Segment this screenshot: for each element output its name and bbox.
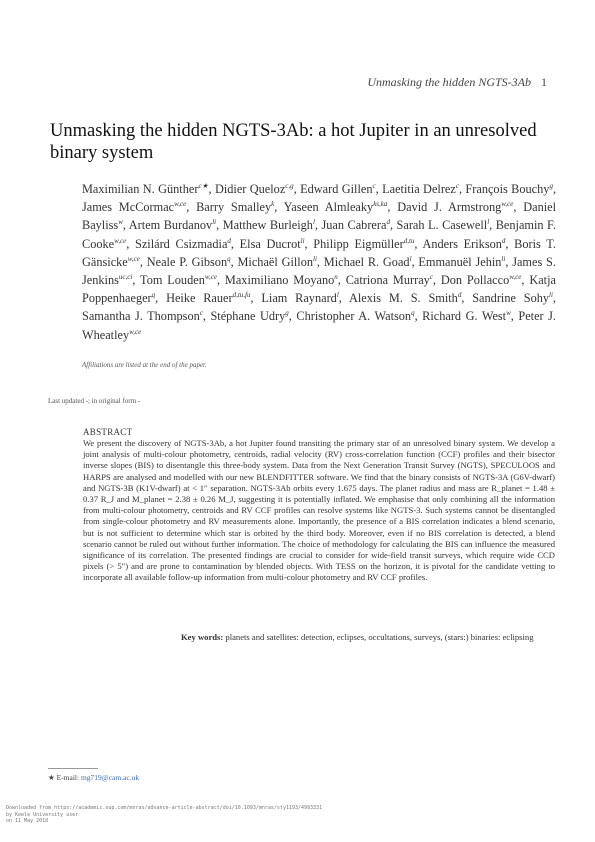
- download-stamp-line: Downloaded from https://academic.oup.com/mnras/advance-article-abstract/doi/10.1093/mnras/sty1193/4993331: [6, 805, 323, 811]
- author-affiliation-mark: w: [118, 218, 123, 227]
- author-list: Maximilian N. Günther$^{c★}$, Didier Queloz$^{c,g}$, Edward Gillen$^c$, Laetitia Delrez$^c$, François Bouchy$^g$, James McCormac$^{w,ce}$, Barry Smalley$^k$, Yaseen Almleaky$^{ks,ka}$, David J. Armstrong$^{w,ce}$, Daniel Bayliss$^w$, Artem Burdanov$^{li}$, Matthew Burleigh$^l$, Juan Cabrera$^d$, Sarah L. Casewell$^l$, Benjamin F. Cooke$^{w,ce}$, Szilárd Csizmadia$^d$, Elsa Ducrot$^{li}$, Philipp Eigmüller$^{d,tu}$, Anders Erikson$^d$, Boris T. Gänsicke$^{w,ce}$, Neale P. Gibson$^q$, Michaël Gillon$^{li}$, Michael R. Goad$^l$, Emmanuël Jehin$^{li}$, James S. Jenkins$^{uc,ci}$, Tom Louden$^{w,ce}$, Maximiliano Moyano$^n$, Catriona Murray$^c$, Don Pollacco$^{w,ce}$, Katja Poppenhaeger$^q$, Heike Rauer$^{d,tu,fu}$, Liam Raynard$^l$, Alexis M. S. Smith$^d$, Sandrine Sohy$^{li}$, Samantha J. Thompson$^c$, Stéphane Udry$^g$, Christopher A. Watson$^q$, Richard G. West$^w$, Peter J. Wheatley$^{w,ce}$: [82, 181, 557, 342]
- author-affiliation-mark: w,ce: [501, 200, 514, 209]
- author-affiliation-mark: l: [409, 254, 412, 263]
- author-name: James McCormac: [82, 200, 175, 215]
- download-stamp-line: on 11 May 2018: [6, 818, 49, 824]
- author-name: Szilárd Csizmadia: [134, 236, 228, 251]
- author-name: Artem Burdanov: [128, 218, 213, 233]
- author: [223, 218, 315, 232]
- author-affiliation-mark: w: [506, 309, 511, 318]
- author-name: Peter J. Wheatley: [82, 309, 556, 342]
- author: [418, 255, 505, 269]
- author-name: Sarah L. Casewell: [396, 218, 488, 233]
- author-name: Philipp Eigmüller: [313, 236, 404, 251]
- author: [382, 182, 459, 196]
- author-name: Stéphane Udry: [210, 309, 286, 324]
- author-name: James S. Jenkins: [82, 254, 556, 288]
- download-stamp-line: by Keele University user: [6, 811, 79, 818]
- abstract-heading: ABSTRACT: [83, 427, 133, 437]
- author-affiliation-mark: l: [312, 218, 315, 227]
- author-name: François Bouchy: [465, 182, 550, 196]
- author: [196, 200, 274, 214]
- author-name: Tom Louden: [140, 273, 205, 288]
- author-name: Samantha J. Thompson: [82, 309, 200, 324]
- author-affiliation-mark: li: [300, 236, 305, 245]
- abstract-text: We present the discovery of NGTS-3Ab, a hot Jupiter found transiting the primary star of an unresolved binary system. We develop a joint analysis of multi-colour photometry, centroids, radial velocity (RV) cross-correlation function (CCF) profiles and their bisector inverse slopes (BIS) to disentangle this three-body system. Data from the Next Generation Transit Survey (NGTS), SPECULOOS and HARPS are analysed and modelled with our new BLENDFITTER software. We find that the binary consists of NGTS-3A (G6V-dwarf) and NGTS-3B (K1V-dwarf) at < 1″ separation. NGTS-3Ab orbits every 1.675 days. The planet radius and mass are R_planet = 1.48 ± 0.37 R_J and M_planet = 2.38 ± 0.26 M_J, suggesting it is potentially inflated. We emphasise that only combining all the information from multi-colour photometry, centroids and RV CCF profiles can resolve systems like NGTS-3. Such systems cannot be disentangled from single-colour photometry and RV measurements alone. Importantly, the presence of a BIS correlation indicates a blend scenario, but is not sufficient to determine which star is orbited by the third body. Moreover, even if no BIS correlation is detected, a blend scenario cannot be ruled out without further information. The choice of methodology for calculating the BIS can influence the measured significance of its correlation. The presented findings are crucial to consider for wide-field transit surveys, which require wide CCD pixels (> 5″) and are prone to contamination by blended objects. With TESS on the horizon, it is pivotal for the candidate vetting to incorporate all available follow-up information from multi-colour photometry and RV CCF profiles.: [83, 438, 555, 583]
- author-name: Barry Smalley: [196, 200, 272, 215]
- author-affiliation-mark: q: [227, 254, 231, 263]
- author-affiliation-mark: d,tu,fu: [232, 291, 251, 300]
- author-affiliation-mark: c,g: [285, 181, 294, 190]
- email-footnote: [48, 773, 139, 782]
- author: [135, 237, 231, 251]
- download-stamp: [6, 805, 322, 825]
- author: [240, 237, 305, 251]
- author: [82, 182, 208, 196]
- author-affiliation-mark: li: [501, 254, 506, 263]
- author-affiliation-mark: d: [386, 218, 390, 227]
- author-name: Laetitia Delrez: [382, 182, 456, 196]
- author-affiliation-mark: li: [212, 218, 217, 227]
- author: [321, 218, 389, 232]
- author-affiliation-mark: g: [549, 181, 553, 190]
- author-name: Michaël Gillon: [237, 254, 313, 269]
- author-affiliation-mark: q: [151, 291, 156, 300]
- affiliations-note: Affiliations are listed at the end of the paper.: [82, 361, 207, 369]
- author: [82, 200, 186, 214]
- author-name: Christopher A. Watson: [296, 309, 412, 324]
- author: [349, 291, 461, 305]
- abstract-section: [83, 427, 555, 584]
- author: [472, 291, 553, 305]
- author-name: Daniel Bayliss: [82, 200, 557, 233]
- author-affiliation-mark: w,ce: [127, 254, 140, 263]
- author: [261, 291, 338, 305]
- author-affiliation-mark: li: [549, 291, 553, 300]
- author-affiliation-mark: c: [372, 181, 376, 190]
- author-affiliation-mark: k: [271, 200, 275, 209]
- running-head-title: Unmasking the hidden NGTS-3Ab: [367, 75, 531, 89]
- author-name: Maximilian N. Günther: [82, 182, 199, 196]
- running-head: [367, 75, 547, 90]
- author-name: David J. Armstrong: [397, 200, 502, 215]
- author-name: Michael R. Goad: [323, 254, 410, 269]
- author-name: Edward Gillen: [300, 182, 373, 196]
- footnote-prefix: ★ E-mail:: [48, 773, 81, 782]
- author: [129, 218, 216, 232]
- author-affiliation-mark: li: [313, 254, 317, 263]
- author: [397, 200, 513, 214]
- author-affiliation-mark: c: [199, 309, 203, 318]
- author-name: Neale P. Gibson: [146, 254, 228, 269]
- author-name: Liam Raynard: [261, 291, 337, 306]
- author-name: Didier Queloz: [214, 182, 286, 196]
- author-affiliation-mark: l: [336, 291, 339, 300]
- author: [147, 255, 231, 269]
- author-affiliation-mark: w,ce: [204, 272, 217, 281]
- author-affiliation-mark: c: [455, 181, 459, 190]
- paper-title: Unmasking the hidden NGTS-3Ab: a hot Jupiter in an unresolved binary system: [50, 121, 537, 163]
- author-name: Richard G. West: [422, 309, 507, 324]
- author-affiliation-mark: w,ce: [114, 236, 127, 245]
- author-name: Sandrine Sohy: [472, 291, 550, 306]
- author-name: Elsa Ducrot: [239, 236, 301, 251]
- author-name: Juan Cabrera: [321, 218, 387, 233]
- author-affiliation-mark: l: [487, 218, 490, 227]
- author-affiliation-mark: n: [334, 272, 338, 281]
- page-number: 1: [541, 75, 547, 89]
- keywords-text: planets and satellites: detection, eclipses, occultations, surveys, (stars:) binaries: eclipsing: [225, 632, 534, 642]
- author-name: Heike Rauer: [166, 291, 233, 306]
- author: [225, 273, 338, 287]
- author: [296, 309, 414, 323]
- author-name: Boris T. Gänsicke: [82, 236, 556, 269]
- author: [422, 237, 505, 251]
- author: [422, 309, 511, 323]
- author: [324, 255, 412, 269]
- author-affiliation-mark: q: [411, 309, 415, 318]
- author-name: Katja Poppenhaeger: [82, 273, 556, 306]
- author-affiliation-mark: d: [227, 236, 231, 245]
- author: [397, 218, 490, 232]
- updated-line: Last updated -; in original form -: [48, 397, 141, 405]
- author: [300, 182, 376, 196]
- author-name: Benjamin F. Cooke: [82, 218, 556, 251]
- author-affiliation-mark: d: [457, 291, 462, 300]
- author: [166, 291, 250, 305]
- author-affiliation-mark: c★: [198, 181, 209, 190]
- author-name: Matthew Burleigh: [222, 218, 313, 233]
- author: [140, 273, 217, 287]
- author-affiliation-mark: w,ce: [509, 272, 522, 281]
- author-name: Maximiliano Moyano: [224, 273, 335, 288]
- author: [237, 255, 316, 269]
- keywords: [181, 632, 553, 643]
- author-name: Alexis M. S. Smith: [348, 291, 458, 306]
- author-name: Don Pollacco: [440, 273, 510, 288]
- author: [441, 273, 522, 287]
- author-affiliation-mark: d,tu: [403, 236, 415, 245]
- author-affiliation-mark: ks,ka: [373, 200, 388, 209]
- email-link[interactable]: mg719@cam.ac.uk: [80, 773, 140, 782]
- author: [82, 309, 203, 323]
- author-affiliation-mark: c: [429, 272, 433, 281]
- author-affiliation-mark: uc,ci: [118, 272, 133, 281]
- author-name: Catriona Murray: [345, 273, 430, 288]
- author-name: Yaseen Almleaky: [283, 200, 374, 215]
- author-affiliation-mark: g: [285, 309, 289, 318]
- author: [284, 200, 388, 214]
- author: [215, 182, 294, 196]
- author: [346, 273, 433, 287]
- author-name: Anders Erikson: [422, 236, 502, 251]
- author: [210, 309, 288, 323]
- author: [313, 237, 414, 251]
- author-name: Emmanuël Jehin: [418, 254, 502, 269]
- author-affiliation-mark: w,ce: [129, 327, 142, 336]
- footnote-rule: [48, 768, 98, 769]
- keywords-label: Key words:: [181, 632, 224, 642]
- author-affiliation-mark: w,ce: [174, 200, 187, 209]
- author: [465, 182, 553, 196]
- author-affiliation-mark: d: [501, 236, 506, 245]
